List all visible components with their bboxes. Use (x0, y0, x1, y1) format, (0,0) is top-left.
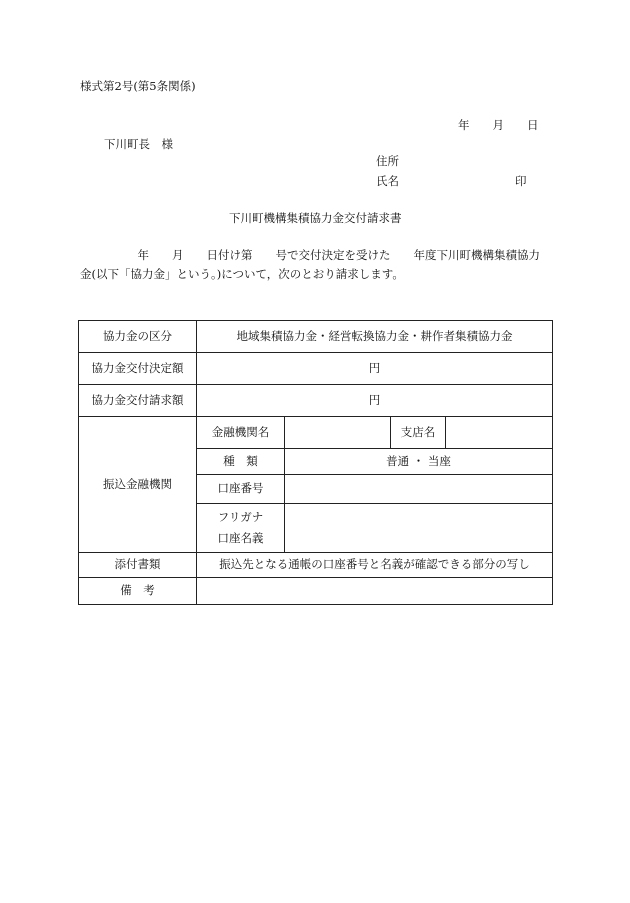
table-row (79, 321, 553, 353)
addressee: 下川町長 様 (104, 137, 173, 151)
category-value: 地域集積協力金・経営転換協力金・耕作者集積協力金 (197, 321, 553, 353)
request-amount-label: 協力金交付請求額 (79, 385, 197, 417)
request-form-table (78, 320, 553, 605)
body-line-1: 年 月 日付け第 号で交付決定を受けた 年度下川町機構集積協力 (80, 248, 540, 262)
account-number-label: 口座番号 (197, 475, 285, 504)
decision-amount-label: 協力金交付決定額 (79, 353, 197, 385)
account-holder-label-cell (197, 504, 285, 553)
bank-label: 振込金融機関 (79, 417, 197, 553)
body-line-2: 金(以下「協力金」という。)について，次のとおり請求します。 (80, 267, 404, 281)
table-row (79, 385, 553, 417)
remarks-label: 備 考 (79, 578, 197, 605)
account-holder-label: 口座名義 (217, 530, 264, 545)
form-number: 様式第2号(第5条関係) (80, 79, 196, 93)
attachment-label: 添付書類 (79, 553, 197, 578)
account-type-field[interactable]: 普通 ・ 当座 (285, 449, 553, 475)
table-row (79, 553, 553, 578)
decision-amount-field[interactable]: 円 (197, 353, 553, 385)
furigana-label: フリガナ (217, 510, 264, 524)
document-title: 下川町機構集積協力金交付請求書 (229, 211, 402, 225)
table-row (79, 417, 553, 449)
type-label: 種 類 (197, 449, 285, 475)
branch-field[interactable] (446, 417, 553, 449)
account-number-field[interactable] (285, 475, 553, 504)
account-holder-field[interactable] (285, 504, 553, 553)
request-amount-field[interactable]: 円 (197, 385, 553, 417)
table-row (79, 353, 553, 385)
date-line: 年 月 日 (458, 118, 539, 132)
table-row (79, 578, 553, 605)
branch-label: 支店名 (391, 417, 446, 449)
attachment-value: 振込先となる通帳の口座番号と名義が確認できる部分の写し (197, 553, 553, 578)
bank-name-field[interactable] (285, 417, 391, 449)
bank-name-label: 金融機関名 (197, 417, 285, 449)
address-label: 住所 (376, 154, 399, 168)
remarks-field[interactable] (197, 578, 553, 605)
category-label: 協力金の区分 (79, 321, 197, 353)
name-label: 氏名 (376, 174, 399, 188)
seal-label: 印 (515, 174, 527, 188)
